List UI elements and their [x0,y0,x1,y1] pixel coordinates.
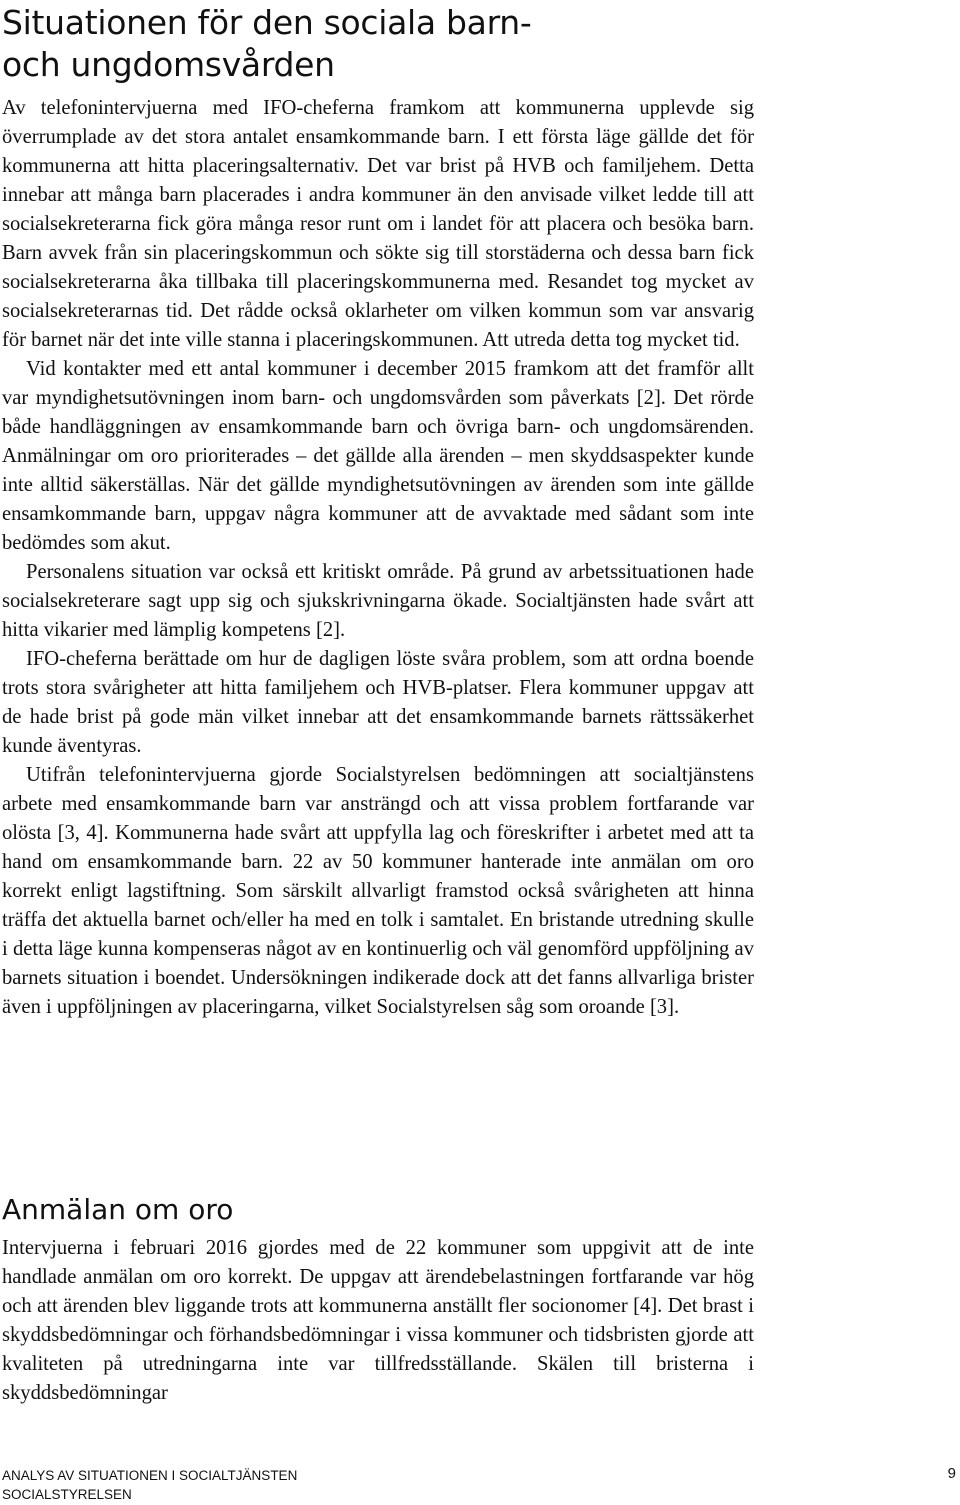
paragraph: Vid kontakter med ett antal kommuner i december 2015 framkom att det framför allt var myndighetsutövningen inom barn- och ungdomsvården som påverkats [2]. Det rörde både handläggningen av ensamkommande barn och övriga barn- och ungdomsärenden. Anmälningar om oro prioriterades – det gällde alla ärenden – men skyddsaspekter kunde inte alltid säkerställas. När det gällde myndighetsutövningen av ärenden som inte gällde ensamkommande barn, uppgav några kommuner att de avvaktade med sådant som inte bedömdes som akut. [2,358,754,554]
page-title-line-2: och ungdomsvården [2,45,335,84]
footer [2,1466,297,1504]
paragraph: Personalens situation var också ett kritiskt område. På grund av arbetssituationen hade socialsekreterare sagt upp sig och sjukskrivningarna ökade. Socialtjänsten hade svårt att hitta vikarier med lämplig kompetens [2]. [2,561,754,641]
section-heading: Anmälan om oro [2,1193,234,1226]
paragraph: Intervjuerna i februari 2016 gjordes med de 22 kommuner som uppgivit att de inte handlade anmälan om oro korrekt. De uppgav att ärendebelastningen fortfarande var hög och att ärenden blev liggande trots att kommunerna anställt fler socionomer [4]. Det brast i skyddsbedömningar och förhandsbedömningar i vissa kommuner och tidsbristen gjorde att kvaliteten på utredningarna inte var tillfredsställande. Skälen till bristerna i skyddsbedömningar [2,1237,754,1404]
footer-publisher: SOCIALSTYRELSEN [2,1487,132,1502]
page-title-line-1: Situationen för den sociala barn- [2,3,532,42]
page-title [2,2,532,86]
paragraph: IFO-cheferna berättade om hur de dagligen löste svåra problem, som att ordna boende trots stora svårigheter att hitta familjehem och HVB-platser. Flera kommuner uppgav att de hade brist på gode män vilket innebar att det ensamkommande barnets rättssäkerhet kunde äventyras. [2,648,754,757]
page-number: 9 [947,1465,956,1482]
paragraph: Utifrån telefonintervjuerna gjorde Socialstyrelsen bedömningen att socialtjänstens arbete med ensamkommande barn var ansträngd och att vissa problem fortfarande var olösta [3, 4]. Kommunerna hade svårt att uppfylla lag och föreskrifter i arbetet med att ta hand om ensamkommande barn. 22 av 50 kommuner hanterade inte anmälan om oro korrekt enligt lagstiftning. Som särskilt allvarligt framstod också svårigheten att hinna träffa det aktuella barnet och/eller ha med en tolk i samtalet. En bristande utredning skulle i detta läge kunna kompenseras något av en kontinuerlig och väl genomförd uppföljning av barnets situation i boendet. Undersökningen indikerade dock att det fanns allvarliga brister även i uppföljningen av placeringarna, vilket Socialstyrelsen såg som oroande [3]. [2,764,754,1018]
footer-report-title: ANALYS AV SITUATIONEN I SOCIALTJÄNSTEN [2,1468,298,1483]
section-body [2,94,754,1022]
section-body [2,1234,754,1408]
paragraph: Av telefonintervjuerna med IFO-cheferna framkom att kommunerna upplevde sig överrumplade av det stora antalet ensamkommande barn. I ett första läge gällde det för kommunerna att hitta placeringsalternativ. Det var brist på HVB och familjehem. Detta innebar att många barn placerades i andra kommuner än den anvisade vilket ledde till att socialsekreterarna fick göra många resor runt om i landet för att placera och besöka barn. Barn avvek från sin placeringskommun och sökte sig till storstäderna och dessa barn fick socialsekreterarna åka tillbaka till placeringskommunerna med. Resandet tog mycket av socialsekreterarnas tid. Det rådde också oklarheter om vilken kommun som var ansvarig för barnet när det inte ville stanna i placeringskommunen. Att utreda detta tog mycket tid. [2,97,754,351]
